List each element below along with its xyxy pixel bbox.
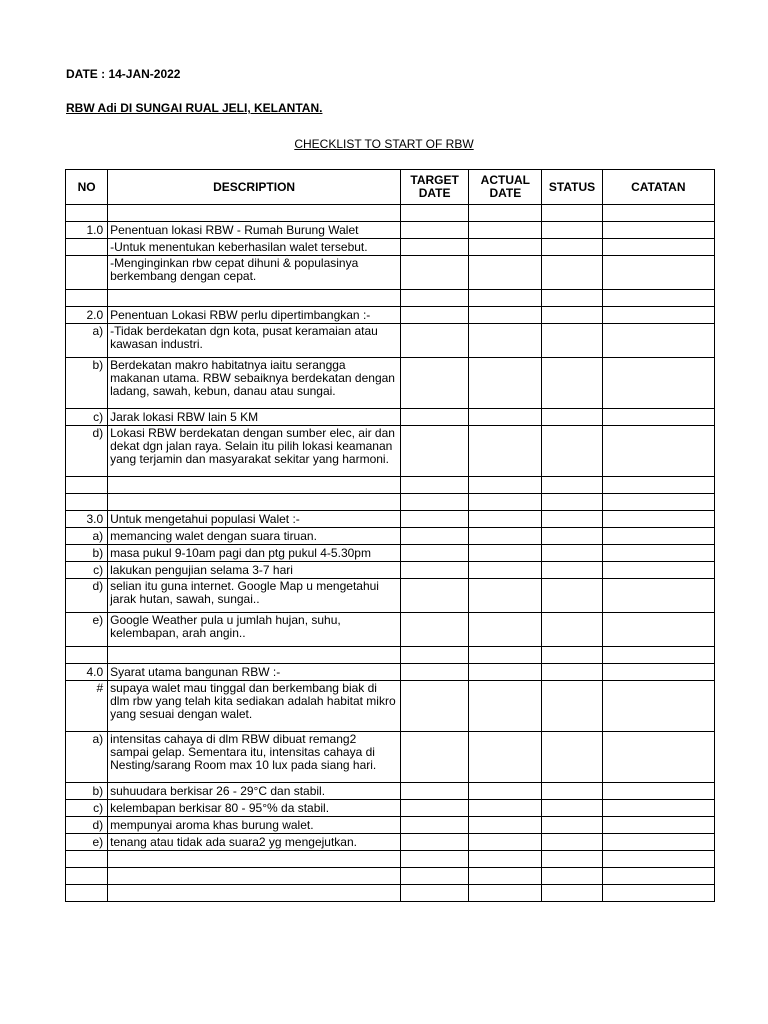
header-target-date: TARGET DATE xyxy=(401,170,469,205)
table-row xyxy=(66,851,715,868)
table-row xyxy=(66,222,715,239)
catatan-cell[interactable] xyxy=(602,307,714,324)
catatan-cell[interactable] xyxy=(602,222,714,239)
row-number: b) xyxy=(66,783,108,800)
row-description: masa pukul 9-10am pagi dan ptg pukul 4-5.30pm xyxy=(108,545,401,562)
table-row xyxy=(66,732,715,783)
row-number: b) xyxy=(66,545,108,562)
actual-date-cell[interactable] xyxy=(469,307,542,324)
table-row xyxy=(66,426,715,477)
status-cell[interactable] xyxy=(542,579,602,613)
table-header-row xyxy=(66,170,715,205)
target-date-cell[interactable] xyxy=(401,477,469,494)
header-actual-date: ACTUAL DATE xyxy=(469,170,542,205)
row-number: a) xyxy=(66,528,108,545)
status-cell[interactable] xyxy=(542,477,602,494)
row-number xyxy=(66,885,108,902)
target-date-cell[interactable] xyxy=(401,426,469,477)
catatan-cell[interactable] xyxy=(602,528,714,545)
actual-date-cell[interactable] xyxy=(469,358,542,409)
status-cell[interactable] xyxy=(542,783,602,800)
row-description xyxy=(108,477,401,494)
row-description: memancing walet dengan suara tiruan. xyxy=(108,528,401,545)
actual-date-cell[interactable] xyxy=(469,783,542,800)
row-number: a) xyxy=(66,324,108,358)
target-date-cell[interactable] xyxy=(401,545,469,562)
table-row xyxy=(66,511,715,528)
row-number xyxy=(66,647,108,664)
table-row xyxy=(66,545,715,562)
row-number xyxy=(66,851,108,868)
actual-date-cell[interactable] xyxy=(469,562,542,579)
status-cell[interactable] xyxy=(542,511,602,528)
status-cell[interactable] xyxy=(542,324,602,358)
row-description xyxy=(108,494,401,511)
target-date-cell[interactable] xyxy=(401,681,469,732)
row-description: Jarak lokasi RBW lain 5 KM xyxy=(108,409,401,426)
table-row xyxy=(66,817,715,834)
catatan-cell[interactable] xyxy=(602,800,714,817)
actual-date-cell[interactable] xyxy=(469,222,542,239)
status-cell[interactable] xyxy=(542,222,602,239)
table-row xyxy=(66,239,715,256)
table-row xyxy=(66,681,715,732)
actual-date-cell[interactable] xyxy=(469,579,542,613)
row-description xyxy=(108,851,401,868)
catatan-cell[interactable] xyxy=(602,239,714,256)
table-row xyxy=(66,307,715,324)
actual-date-cell[interactable] xyxy=(469,511,542,528)
row-description xyxy=(108,205,401,222)
actual-date-cell[interactable] xyxy=(469,290,542,307)
catatan-cell[interactable] xyxy=(602,613,714,647)
document-date: DATE : 14-JAN-2022 xyxy=(66,67,181,81)
catatan-cell[interactable] xyxy=(602,885,714,902)
catatan-cell[interactable] xyxy=(602,681,714,732)
table-row xyxy=(66,494,715,511)
table-row xyxy=(66,409,715,426)
target-date-cell[interactable] xyxy=(401,222,469,239)
catatan-cell[interactable] xyxy=(602,783,714,800)
actual-date-cell[interactable] xyxy=(469,885,542,902)
target-date-cell[interactable] xyxy=(401,324,469,358)
target-date-cell[interactable] xyxy=(401,239,469,256)
target-date-cell[interactable] xyxy=(401,511,469,528)
table-row xyxy=(66,205,715,222)
status-cell[interactable] xyxy=(542,817,602,834)
row-description: suhuudara berkisar 26 - 29°C dan stabil. xyxy=(108,783,401,800)
status-cell[interactable] xyxy=(542,885,602,902)
catatan-cell[interactable] xyxy=(602,732,714,783)
status-cell[interactable] xyxy=(542,426,602,477)
table-row xyxy=(66,885,715,902)
catatan-cell[interactable] xyxy=(602,647,714,664)
status-cell[interactable] xyxy=(542,681,602,732)
status-cell[interactable] xyxy=(542,256,602,290)
status-cell[interactable] xyxy=(542,851,602,868)
target-date-cell[interactable] xyxy=(401,800,469,817)
row-description: Penentuan lokasi RBW - Rumah Burung Walet xyxy=(108,222,401,239)
catatan-cell[interactable] xyxy=(602,494,714,511)
row-description xyxy=(108,647,401,664)
actual-date-cell[interactable] xyxy=(469,851,542,868)
table-row xyxy=(66,613,715,647)
status-cell[interactable] xyxy=(542,664,602,681)
header-description: DESCRIPTION xyxy=(108,170,401,205)
row-description: Google Weather pula u jumlah hujan, suhu, kelembapan, arah angin.. xyxy=(108,613,401,647)
status-cell[interactable] xyxy=(542,613,602,647)
row-number: e) xyxy=(66,613,108,647)
status-cell[interactable] xyxy=(542,732,602,783)
target-date-cell[interactable] xyxy=(401,358,469,409)
status-cell[interactable] xyxy=(542,800,602,817)
table-row xyxy=(66,834,715,851)
row-number: 1.0 xyxy=(66,222,108,239)
row-number xyxy=(66,477,108,494)
target-date-cell[interactable] xyxy=(401,817,469,834)
target-date-cell[interactable] xyxy=(401,562,469,579)
row-description: tenang atau tidak ada suara2 yg mengejutkan. xyxy=(108,834,401,851)
row-number: 2.0 xyxy=(66,307,108,324)
row-description: -Untuk menentukan keberhasilan walet tersebut. xyxy=(108,239,401,256)
table-row xyxy=(66,664,715,681)
row-description: Untuk mengetahui populasi Walet :- xyxy=(108,511,401,528)
actual-date-cell[interactable] xyxy=(469,426,542,477)
row-number xyxy=(66,290,108,307)
header-status: STATUS xyxy=(542,170,602,205)
checklist-title: CHECKLIST TO START OF RBW xyxy=(294,137,474,151)
status-cell[interactable] xyxy=(542,647,602,664)
row-description: Berdekatan makro habitatnya iaitu serangga makanan utama. RBW sebaiknya berdekatan dengan ladang, sawah, kebun, danau atau sungai. xyxy=(108,358,401,409)
catatan-cell[interactable] xyxy=(602,409,714,426)
catatan-cell[interactable] xyxy=(602,477,714,494)
target-date-cell[interactable] xyxy=(401,256,469,290)
catatan-cell[interactable] xyxy=(602,664,714,681)
actual-date-cell[interactable] xyxy=(469,868,542,885)
status-cell[interactable] xyxy=(542,494,602,511)
actual-date-cell[interactable] xyxy=(469,256,542,290)
row-number xyxy=(66,256,108,290)
row-number: c) xyxy=(66,562,108,579)
actual-date-cell[interactable] xyxy=(469,800,542,817)
table-row xyxy=(66,256,715,290)
status-cell[interactable] xyxy=(542,545,602,562)
table-row xyxy=(66,324,715,358)
row-number: d) xyxy=(66,817,108,834)
target-date-cell[interactable] xyxy=(401,290,469,307)
table-row xyxy=(66,868,715,885)
row-number: c) xyxy=(66,800,108,817)
row-number: 3.0 xyxy=(66,511,108,528)
row-description xyxy=(108,868,401,885)
document-location: RBW Adi DI SUNGAI RUAL JELI, KELANTAN. xyxy=(66,101,323,115)
row-number xyxy=(66,205,108,222)
actual-date-cell[interactable] xyxy=(469,817,542,834)
catatan-cell[interactable] xyxy=(602,834,714,851)
status-cell[interactable] xyxy=(542,307,602,324)
row-number: 4.0 xyxy=(66,664,108,681)
catatan-cell[interactable] xyxy=(602,817,714,834)
row-number xyxy=(66,494,108,511)
row-number: c) xyxy=(66,409,108,426)
catatan-cell[interactable] xyxy=(602,851,714,868)
header-no: NO xyxy=(66,170,108,205)
row-number xyxy=(66,239,108,256)
actual-date-cell[interactable] xyxy=(469,324,542,358)
row-number: # xyxy=(66,681,108,732)
table-row xyxy=(66,477,715,494)
actual-date-cell[interactable] xyxy=(469,205,542,222)
status-cell[interactable] xyxy=(542,409,602,426)
actual-date-cell[interactable] xyxy=(469,494,542,511)
catatan-cell[interactable] xyxy=(602,324,714,358)
checklist-table xyxy=(65,169,715,902)
catatan-cell[interactable] xyxy=(602,511,714,528)
target-date-cell[interactable] xyxy=(401,307,469,324)
row-description: mempunyai aroma khas burung walet. xyxy=(108,817,401,834)
status-cell[interactable] xyxy=(542,358,602,409)
table-row xyxy=(66,358,715,409)
status-cell[interactable] xyxy=(542,528,602,545)
row-description xyxy=(108,885,401,902)
status-cell[interactable] xyxy=(542,834,602,851)
actual-date-cell[interactable] xyxy=(469,545,542,562)
row-description: supaya walet mau tinggal dan berkembang biak di dlm rbw yang telah kita sediakan adalah habitat mikro yang sesuai dengan walet. xyxy=(108,681,401,732)
catatan-cell[interactable] xyxy=(602,290,714,307)
actual-date-cell[interactable] xyxy=(469,732,542,783)
table-row xyxy=(66,783,715,800)
header-catatan: CATATAN xyxy=(602,170,714,205)
table-row xyxy=(66,647,715,664)
catatan-cell[interactable] xyxy=(602,562,714,579)
target-date-cell[interactable] xyxy=(401,851,469,868)
target-date-cell[interactable] xyxy=(401,613,469,647)
row-description: kelembapan berkisar 80 - 95°% da stabil. xyxy=(108,800,401,817)
target-date-cell[interactable] xyxy=(401,409,469,426)
catatan-cell[interactable] xyxy=(602,205,714,222)
actual-date-cell[interactable] xyxy=(469,647,542,664)
target-date-cell[interactable] xyxy=(401,664,469,681)
target-date-cell[interactable] xyxy=(401,647,469,664)
table-row xyxy=(66,290,715,307)
row-description: lakukan pengujian selama 3-7 hari xyxy=(108,562,401,579)
target-date-cell[interactable] xyxy=(401,205,469,222)
checklist-body xyxy=(66,205,715,902)
row-description: Lokasi RBW berdekatan dengan sumber elec, air dan dekat dgn jalan raya. Selain itu pilih lokasi keamanan yang terjamin dan masyarakat sekitar yang harmoni. xyxy=(108,426,401,477)
row-number: b) xyxy=(66,358,108,409)
target-date-cell[interactable] xyxy=(401,885,469,902)
row-description: selian itu guna internet. Google Map u mengetahui jarak hutan, sawah, sungai.. xyxy=(108,579,401,613)
row-number xyxy=(66,868,108,885)
row-number: d) xyxy=(66,426,108,477)
target-date-cell[interactable] xyxy=(401,868,469,885)
actual-date-cell[interactable] xyxy=(469,664,542,681)
target-date-cell[interactable] xyxy=(401,732,469,783)
status-cell[interactable] xyxy=(542,562,602,579)
status-cell[interactable] xyxy=(542,868,602,885)
row-description: intensitas cahaya di dlm RBW dibuat remang2 sampai gelap. Sementara itu, intensitas cahaya di Nesting/sarang Room max 10 lux pada siang hari. xyxy=(108,732,401,783)
actual-date-cell[interactable] xyxy=(469,528,542,545)
status-cell[interactable] xyxy=(542,290,602,307)
target-date-cell[interactable] xyxy=(401,494,469,511)
actual-date-cell[interactable] xyxy=(469,239,542,256)
catatan-cell[interactable] xyxy=(602,358,714,409)
row-description: Penentuan Lokasi RBW perlu dipertimbangkan :- xyxy=(108,307,401,324)
row-description xyxy=(108,290,401,307)
table-row xyxy=(66,579,715,613)
status-cell[interactable] xyxy=(542,205,602,222)
actual-date-cell[interactable] xyxy=(469,681,542,732)
catatan-cell[interactable] xyxy=(602,426,714,477)
actual-date-cell[interactable] xyxy=(469,834,542,851)
actual-date-cell[interactable] xyxy=(469,613,542,647)
target-date-cell[interactable] xyxy=(401,528,469,545)
table-row xyxy=(66,528,715,545)
status-cell[interactable] xyxy=(542,239,602,256)
row-description: -Menginginkan rbw cepat dihuni & populasinya berkembang dengan cepat. xyxy=(108,256,401,290)
target-date-cell[interactable] xyxy=(401,834,469,851)
target-date-cell[interactable] xyxy=(401,579,469,613)
row-number: a) xyxy=(66,732,108,783)
row-description: Syarat utama bangunan RBW :- xyxy=(108,664,401,681)
catatan-cell[interactable] xyxy=(602,868,714,885)
catatan-cell[interactable] xyxy=(602,579,714,613)
row-number: e) xyxy=(66,834,108,851)
catatan-cell[interactable] xyxy=(602,256,714,290)
row-number: d) xyxy=(66,579,108,613)
actual-date-cell[interactable] xyxy=(469,477,542,494)
target-date-cell[interactable] xyxy=(401,783,469,800)
actual-date-cell[interactable] xyxy=(469,409,542,426)
table-row xyxy=(66,800,715,817)
row-description: -Tidak berdekatan dgn kota, pusat keramaian atau kawasan industri. xyxy=(108,324,401,358)
catatan-cell[interactable] xyxy=(602,545,714,562)
table-row xyxy=(66,562,715,579)
